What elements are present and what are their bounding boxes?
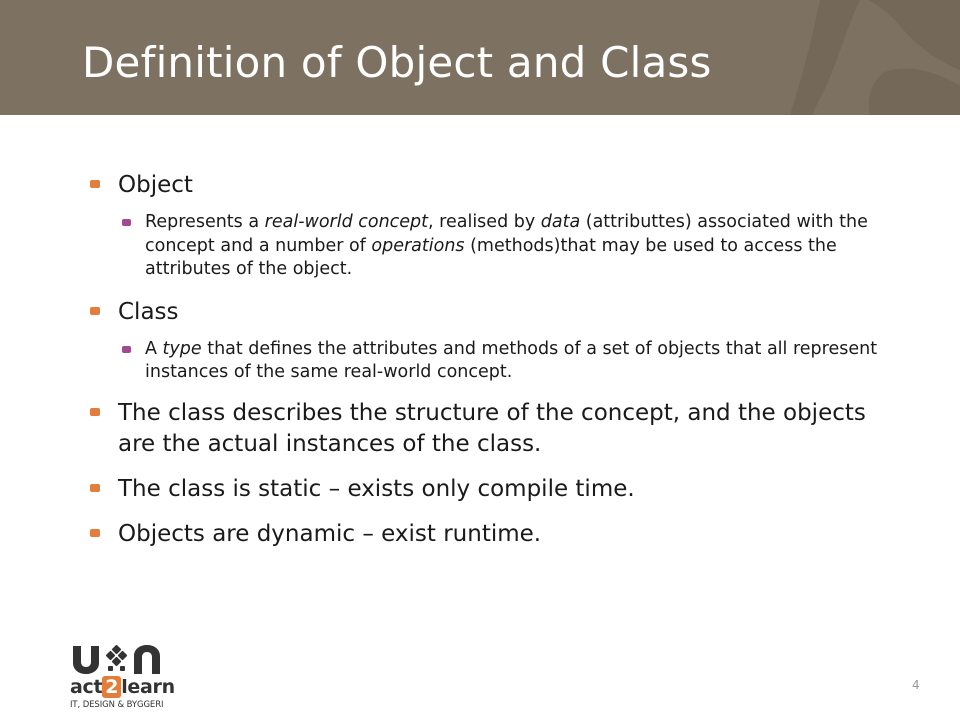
sub-bullet-icon [122,346,131,353]
ucn-logo [70,642,210,712]
bullet-text: Class [118,298,179,325]
ucn-wordmark-icon [70,642,174,674]
bullet-list [90,170,890,550]
sub-bullet-text: Represents a real-world concept, realised by data (attributtes) associated with the concept and a number of operations (methods)that may be used to access the attributes of the object. [145,212,868,279]
bullet-item-static [90,474,890,505]
bullet-item-class [90,297,890,328]
bullet-text: Objects are dynamic – exist runtime. [118,520,542,547]
bullet-icon [90,529,100,537]
bullet-icon [90,484,100,492]
title-bar [0,0,960,115]
bullet-icon [90,307,100,315]
bullet-icon [90,180,100,188]
bullet-item-object [90,170,890,201]
logo-tagline: IT, DESIGN & BYGGERI [70,700,164,710]
page-number: 4 [912,678,920,692]
logo-slogan: act 2 learn [70,676,175,698]
bullet-text: The class is static – exists only compile time. [118,475,635,502]
sub-bullet-item-class [90,338,890,385]
sub-bullet-icon [122,219,131,226]
slide-title: Definition of Object and Class [82,38,712,87]
bullet-icon [90,408,100,416]
bullet-item-structure [90,398,890,460]
sub-bullet-text: A type that defines the attributes and methods of a set of objects that all represent instances of the same real-world concept. [145,338,878,382]
bullet-text: The class describes the structure of the concept, and the objects are the actual instances of the class. [118,399,866,457]
bullet-item-dynamic [90,519,890,550]
bullet-text: Object [118,172,193,198]
sub-bullet-item-object [90,211,890,282]
